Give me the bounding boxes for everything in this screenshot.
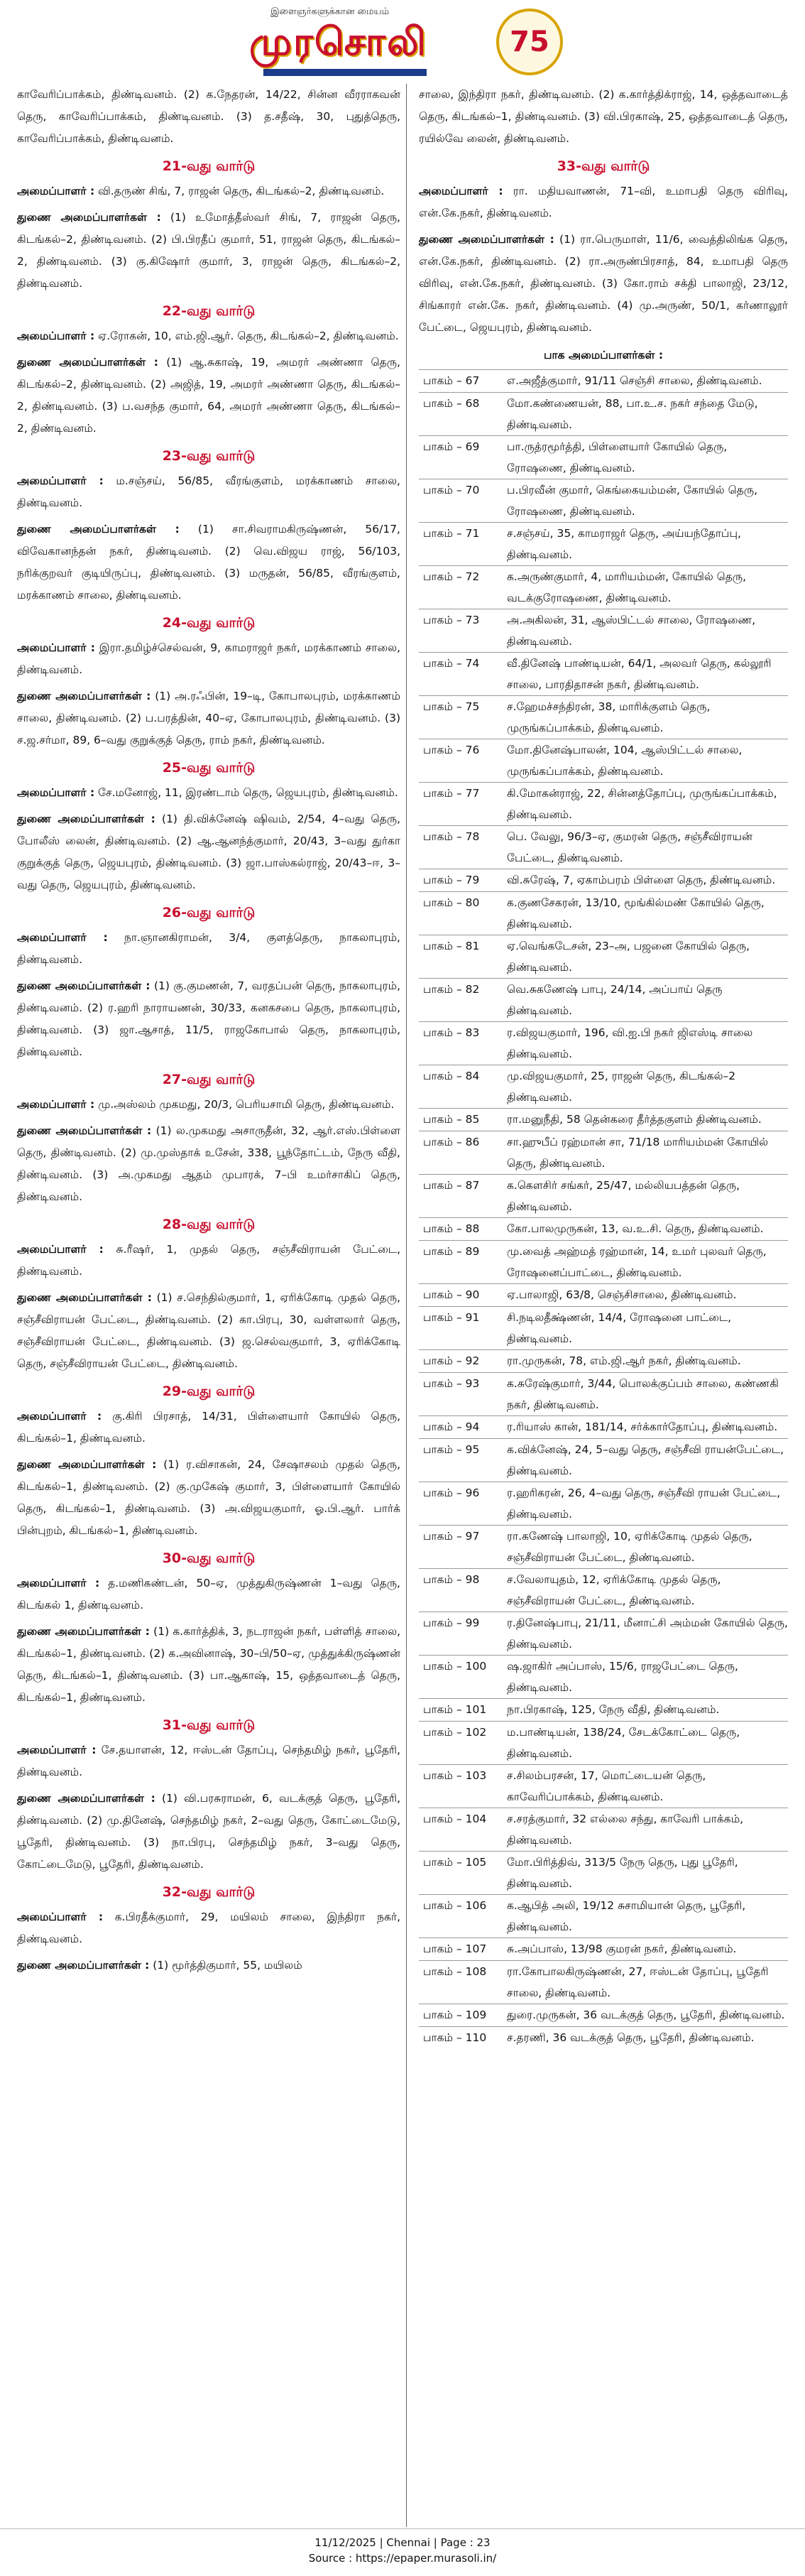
booth-row: [419, 1808, 788, 1851]
organizer-entry: [17, 207, 400, 295]
entry-label: அமைப்பாளர் :: [17, 1744, 97, 1756]
booth-organizer: ரா.முருகன், 78, எம்.ஜி.ஆர் நகர், திண்டிவனம்.: [507, 1354, 741, 1367]
organizer-entry: [17, 325, 400, 347]
ward-heading: 30-வது வார்டு: [162, 1550, 256, 1566]
organizer-entry: [17, 1120, 400, 1208]
booth-organizer: பெ. வேலு, 96/3–ஏ, குமரன் தெரு, சஞ்சீவிராயன் பேட்டை, திண்டிவனம்.: [507, 830, 752, 864]
booth-organizer: ச.ஹேமச்சந்திரன், 38, மாரிக்குளம் தெரு, முருங்கப்பாக்கம், திண்டிவனம்.: [507, 700, 711, 734]
entry-text: ம.சஞ்சய், 56/85, வீரங்குளம், மரக்காணம் சாலை, திண்டிவனம்.: [17, 474, 400, 509]
booth-number: பாகம் – 82: [423, 983, 480, 996]
booth-organizer: ரா.மனுநீதி, 58 தென்கரை தீர்த்தகுளம் திண்டிவனம்.: [507, 1113, 762, 1126]
ward-heading: 24-வது வார்டு: [162, 615, 256, 631]
booth-number: பாகம் – 96: [423, 1487, 480, 1499]
entry-text: (1) ர.விசாகன், 24, சேஷாசலம் முதல் தெரு, கிடங்கல்–1, திண்டிவனம். (2) கு.முகேஷ் குமார், 3, பிள்ளையார் கோயில் தெரு, கிடங்கல்–1, திண்டிவனம். (3) அ.விஜயகுமார், ஓ.பி.ஆர். பார்க் பின்புறம், கிடங்கல்–1, திண்டிவனம்.: [17, 1458, 401, 1537]
booth-organizer: மோ.கண்ணையன், 88, பா.உ.ச. நகர் சந்தை மேடு, திண்டிவனம்.: [507, 397, 758, 431]
booth-number: பாகம் – 71: [423, 527, 480, 540]
footer-date-page: 11/12/2025 | Chennai | Page : 23: [314, 2536, 491, 2549]
booth-row: [419, 1240, 788, 1283]
entry-text: கு.கிரி பிரசாத், 14/31, பிள்ளையார் கோயில் தெரு, கிடங்கல்–1, திண்டிவனம்.: [17, 1410, 400, 1445]
booth-organizer: கோ.பாலமுருகன், 13, வ.உ.சி. தெரு, திண்டிவனம்.: [507, 1222, 764, 1235]
booth-row: [419, 739, 788, 782]
logo-band: [263, 69, 427, 76]
booth-organizer: மு.வைத் அஹ்மத் ரஹ்மான், 14, உமர் புலவர் தெரு, ரோஷனைப்பாட்டை, திண்டிவனம்.: [507, 1245, 767, 1279]
booth-row: [419, 565, 788, 609]
entry-label: துணை அமைப்பாளர்கள் :: [17, 1959, 150, 1972]
booth-number: பாகம் – 99: [423, 1616, 480, 1629]
entry-text: (1) வி.பரசுராமன், 6, வடக்குத் தெரு, பூதேரி, திண்டிவனம். (2) மு.தினேஷ், செந்தமிழ் நகர், 2–வது தெரு, கோட்டைமேடு, பூதேரி, திண்டிவனம். (3) நா.பிரபு, செந்தமிழ் நகர், 3–வது தெரு, கோட்டைமேடு, பூதேரி, திண்டிவனம்.: [17, 1792, 400, 1871]
booth-organizer: க.சுரேஷ்குமார், 3/44, பொலக்குப்பம் சாலை, கண்ணகி நகர், திண்டிவனம்.: [507, 1377, 779, 1411]
booth-organizer: ஏ.பாலாஜி, 63/8, செஞ்சிசாலை, திண்டிவனம்.: [507, 1288, 737, 1301]
ward-heading: 26-வது வார்டு: [162, 905, 256, 920]
ward-heading: 27-வது வார்டு: [162, 1072, 256, 1087]
booth-number: பாகம் – 80: [423, 896, 480, 909]
ward-heading: 28-வது வார்டு: [162, 1217, 256, 1232]
booth-number: பாகம் – 81: [423, 940, 480, 952]
continued-paragraph: காவேரிப்பாக்கம், திண்டிவனம். (2) க.நேதரன், 14/22, சின்ன வீரராகவன் தெரு, காவேரிப்பாக்கம், திண்டிவனம். (3) த.சதீஷ், 30, புதுத்தெரு, காவேரிப்பாக்கம், திண்டிவனம்.: [17, 88, 400, 145]
booth-row: [419, 522, 788, 565]
booth-organizer: ஏ.வெங்கடேசன், 23–அ, பஜனை கோயில் தெரு, திண்டிவனம்.: [507, 940, 750, 974]
entry-label: துணை அமைப்பாளர்கள் :: [419, 233, 554, 246]
entry-label: துணை அமைப்பாளர்கள் :: [17, 1458, 157, 1471]
entry-label: துணை அமைப்பாளர்கள் :: [17, 1291, 152, 1304]
newspaper-name: முரசொலி: [249, 19, 427, 64]
organizer-entry: [17, 1239, 400, 1283]
booth-row: [419, 1131, 788, 1174]
booth-row: [419, 1894, 788, 1938]
entry-text: இரா.தமிழ்ச்செல்வன், 9, காமராஜர் நகர், மரக்காணம் சாலை, திண்டிவனம்.: [17, 641, 400, 676]
booth-organizer: வி.சுரேஷ், 7, ஏகாம்பரம் பிள்ளை தெரு, திண்டிவனம்.: [507, 874, 776, 886]
booth-number: பாகம் – 90: [423, 1288, 480, 1301]
booth-organizer: ர.விஜயகுமார், 196, வி.ஐ.பி நகர் ஜிஎஸ்டி சாலை திண்டிவனம்.: [507, 1026, 753, 1060]
booth-number: பாகம் – 79: [423, 874, 480, 886]
booth-number: பாகம் – 68: [423, 397, 480, 410]
entry-label: அமைப்பாளர் :: [17, 1911, 104, 1923]
booth-number: பாகம் – 102: [423, 1726, 487, 1739]
booth-number: பாகம் – 98: [423, 1573, 480, 1586]
booth-organizer: வீ.தினேஷ் பாண்டியன், 64/1, அலவர் தெரு, கல்லூரி சாலை, பாரதிதாசன் நகர், திண்டிவனம்.: [507, 657, 772, 691]
ward-heading: 29-வது வார்டு: [162, 1384, 256, 1399]
organizer-entry: [17, 470, 400, 514]
booth-row: [419, 1065, 788, 1108]
booth-row: [419, 1174, 788, 1217]
booth-organizer: ச.சிலம்பரசன், 17, மொட்டையன் தெரு, காவேரிப்பாக்கம், திண்டிவனம்.: [507, 1769, 706, 1803]
booth-row: [419, 2004, 788, 2026]
booth-number: பாகம் – 108: [423, 1965, 487, 1978]
entry-label: துணை அமைப்பாளர்கள் :: [17, 211, 161, 224]
booth-row: [419, 1525, 788, 1568]
booth-number: பாகம் – 84: [423, 1070, 480, 1082]
entry-label: துணை அமைப்பாளர்கள் :: [17, 1625, 150, 1638]
booth-number: பாகம் – 75: [423, 700, 480, 713]
entry-label: அமைப்பாளர் :: [17, 641, 95, 654]
booth-organizers-heading: பாக அமைப்பாளர்கள் :: [543, 349, 664, 362]
booth-number: பாகம் – 94: [423, 1420, 480, 1433]
booth-number: பாகம் – 107: [423, 1942, 487, 1955]
ward-heading: 23-வது வார்டு: [162, 448, 256, 464]
booth-number: பாகம் – 105: [423, 1856, 487, 1869]
newspaper-logo: [242, 6, 483, 77]
booth-organizer: சு.அப்பாஸ், 13/98 குமரன் நகர், திண்டிவனம்.: [507, 1942, 737, 1955]
booth-number: பாகம் – 106: [423, 1899, 487, 1912]
booth-organizer: சி.நடிலதீக்ஷ்ணன், 14/4, ரோஷனை பாட்டை, திண்டிவனம்.: [507, 1311, 732, 1345]
entry-text: ஏ.ரோகன், 10, எம்.ஜி.ஆர். தெரு, கிடங்கல்–2, திண்டிவனம்.: [94, 330, 399, 342]
entry-label: அமைப்பாளர் :: [419, 185, 503, 197]
anniversary-emblem: 75: [496, 9, 563, 75]
booth-organizer: எ.அஜீத்குமார், 91/11 செஞ்சி சாலை, திண்டிவனம்.: [507, 374, 762, 387]
booth-organizer: க.விக்னேஷ், 24, 5–வது தெரு, சஞ்சீவி ராயன்பேட்டை, திண்டிவனம்.: [507, 1443, 784, 1477]
entry-label: அமைப்பாளர் :: [17, 185, 95, 197]
booth-number: பாகம் – 87: [423, 1179, 480, 1192]
booth-organizer: ச.சஞ்சய், 35, காமராஜர் தெரு, அய்யந்தோப்பு, திண்டிவனம்.: [507, 527, 741, 561]
organizer-entry: [419, 229, 788, 339]
booth-row: [419, 1698, 788, 1721]
booth-organizer: ஷ.ஜாகிர் அப்பாஸ், 15/6, ராஜபேட்டை தெரு, திண்டிவனம்.: [507, 1660, 738, 1694]
booth-organizer: நா.பிரகாஷ், 125, நேரு வீதி, திண்டிவனம்.: [507, 1703, 720, 1716]
ward-heading: 33-வது வார்டு: [557, 158, 650, 174]
booth-number: பாகம் – 91: [423, 1311, 480, 1324]
organizer-entry: [17, 1788, 400, 1876]
booth-organizer: ச.சரத்குமார், 32 எல்லை சந்து, காவேரி பாக்கம், திண்டிவனம்.: [507, 1813, 744, 1847]
entry-label: துணை அமைப்பாளர்கள் :: [17, 1792, 155, 1805]
booth-number: பாகம் – 83: [423, 1026, 480, 1039]
entry-label: அமைப்பாளர் :: [17, 1410, 102, 1423]
organizer-entry: [17, 518, 400, 607]
booth-organizer: மோ.பிரித்திவ், 313/5 நேரு தெரு, புது பூதேரி, திண்டிவனம்.: [507, 1856, 738, 1890]
booth-row: [419, 435, 788, 479]
booth-row: [419, 1349, 788, 1372]
left-column: [17, 84, 400, 1981]
booth-row: [419, 1306, 788, 1349]
organizer-entry: [17, 1739, 400, 1783]
booth-organizer: சா.ஹுபீப் ரஹ்மான் சா, 71/18 மாரியம்மன் கோயில் தெரு, திண்டிவனம்.: [507, 1136, 769, 1170]
booth-number: பாகம் – 74: [423, 657, 480, 670]
booth-row: [419, 825, 788, 869]
booth-row: [419, 782, 788, 825]
booth-number: பாகம் – 73: [423, 614, 480, 626]
entry-text: ரா. மதியவாணன், 71–வி, உமாபதி தெரு விரிவு, என்.கே.நகர், திண்டிவனம்.: [419, 185, 788, 219]
entry-label: துணை அமைப்பாளர்கள் :: [17, 356, 158, 369]
organizer-entry: [17, 975, 400, 1063]
ward-heading: 32-வது வார்டு: [162, 1884, 256, 1900]
booth-organizer: மோ.தினேஷ்பாலன், 104, ஆஸ்பிட்டல் சாலை, முருங்கப்பாக்கம், திண்டிவனம்.: [507, 744, 743, 778]
booth-number: பாகம் – 69: [423, 440, 480, 453]
booth-number: பாகம் – 77: [423, 787, 480, 800]
ward-heading: 21-வது வார்டு: [162, 158, 256, 174]
footer-source: Source : https://epaper.murasoli.in/: [308, 2552, 497, 2565]
ward-heading: 31-வது வார்டு: [162, 1717, 256, 1733]
organizer-entry: [17, 808, 400, 896]
entry-text: சே.மனோஜ், 11, இரண்டாம் தெரு, ஜெயபுரம், திண்டிவனம்.: [94, 786, 398, 799]
booth-organizer: ச.வேலாயுதம், 12, ஏரிக்கோடி முதல் தெரு, சஞ்சீவிராயன் பேட்டை, திண்டிவனம்.: [507, 1573, 721, 1607]
booth-row: [419, 1438, 788, 1482]
entry-text: (1) க.கார்த்திக், 3, நடராஜன் நகர், பள்ளித் சாலை, கிடங்கல்–1, திண்டிவனம். (2) க.அவினாஷ், 30–பி/50–ஏ, முத்துக்கிருஷ்ணன் தெரு, கிடங்கல்–1, திண்டிவனம். (3) பா.ஆகாஷ், 15, ஒத்தவாடைத் தெரு, கிடங்கல்–1, திண்டிவனம்.: [17, 1625, 401, 1704]
booth-row: [419, 1764, 788, 1808]
booth-organizer: க.அருண்குமார், 4, மாரியம்மன், கோயில் தெரு, வடக்குரோஷணை, திண்டிவனம்.: [507, 570, 747, 604]
booth-row: [419, 652, 788, 695]
booth-row: [419, 1021, 788, 1065]
booth-row: [419, 479, 788, 522]
booth-organizer: ச.தரணி, 36 வடக்குத் தெரு, பூதேரி, திண்டிவனம்.: [507, 2031, 755, 2044]
organizer-entry: [419, 180, 788, 224]
entry-label: துணை அமைப்பாளர்கள் :: [17, 813, 155, 825]
organizer-entry: [17, 1906, 400, 1950]
entry-text: (1) ரா.பெருமாள், 11/6, வைத்திலிங்க தெரு, என்.கே.நகர், திண்டிவனம். (2) ரா.அருண்பிரசாத், 84, உமாபதி தெரு விரிவு, என்.கே.நகர், திண்டிவனம். (3) கோ.ராம் சக்தி பாலாஜி, 23/12, சிங்காரர் என்.கே. நகர், திண்டிவனம். (4) மு.அருண், 50/1, கர்ணாலூர் பேட்டை, ஜெயபுரம், திண்டிவனம்.: [419, 233, 788, 334]
entry-text: (1) கு.குமணன், 7, வரதப்பன் தெரு, நாகலாபுரம், திண்டிவனம். (2) ர.ஹரி நாராயணன், 30/33, கனகசபை தெரு, நாகலாபுரம், திண்டிவனம். (3) ஜா.ஆசாத், 11/5, ராஜகோபால் தெரு, நாகலாபுரம், திண்டிவனம்.: [17, 979, 401, 1058]
booth-row: [419, 1283, 788, 1306]
booth-organizer: கி.மோகன்ராஜ், 22, சின்னத்தோப்பு, முருங்கப்பாக்கம், திண்டிவனம்.: [507, 787, 777, 821]
entry-text: (1) அ.ரஃபின், 19–டி, கோபாலபுரம், மரக்காணம் சாலை, திண்டிவனம். (2) ப.பரத்தின், 40–ஏ, கோபாலபுரம், திண்டிவனம். (3) ச.ஜ.சர்மா, 89, 6–வது குறுக்குத் தெரு, ராம் நகர், திண்டிவனம்.: [17, 690, 400, 746]
booth-organizer: க.ஆபித் அலி, 19/12 சுசாமியான் தெரு, பூதேரி, திண்டிவனம்.: [507, 1899, 746, 1933]
booth-organizer: பா.ருத்ரமூர்த்தி, பிள்ளையார் கோயில் தெரு, ரோஷணை, திண்டிவனம்.: [507, 440, 728, 474]
booth-row: [419, 1612, 788, 1655]
entry-text: மு.அஸ்லம் முகமது, 20/3, பெரியசாமி தெரு, திண்டிவனம்.: [94, 1098, 395, 1111]
entry-label: துணை அமைப்பாளர்கள் :: [17, 523, 180, 536]
booth-row: [419, 1568, 788, 1612]
booth-row: [419, 1217, 788, 1240]
entry-label: அமைப்பாளர் :: [17, 786, 95, 799]
booth-organizer: ரா.கணேஷ் பாலாஜி, 10, ஏரிக்கோடி முதல் தெரு, சஞ்சீவிராயன் பேட்டை, திண்டிவனம்.: [507, 1530, 752, 1564]
organizer-entry: [17, 782, 400, 804]
booth-row: [419, 1415, 788, 1438]
masthead-tagline: இளைஞர்களுக்கான மையம்: [270, 6, 390, 17]
entry-text: சே.தயாளன், 12, ஈஸ்டன் தோப்பு, செந்தமிழ் நகர், பூதேரி, திண்டிவனம்.: [17, 1744, 400, 1778]
booth-number: பாகம் – 103: [423, 1769, 487, 1782]
booth-row: [419, 1960, 788, 2004]
booth-row: [419, 2026, 788, 2049]
booth-number: பாகம் – 78: [423, 830, 480, 843]
right-column: [419, 84, 788, 2049]
booth-number: பாகம் – 85: [423, 1113, 480, 1126]
continued-paragraph: சாலை, இந்திரா நகர், திண்டிவனம். (2) க.கார்த்திக்ராஜ், 14, ஒத்தவாடைத் தெரு, கிடங்கல்–1, திண்டிவனம். (3) வி.பிரகாஷ், 25, ஒத்தவாடைத் தெரு, ரயில்வே லைன், திண்டிவனம்.: [419, 88, 788, 145]
booth-number: பாகம் – 92: [423, 1354, 480, 1367]
booth-row: [419, 609, 788, 652]
booth-number: பாகம் – 104: [423, 1813, 487, 1825]
booth-organizer: ரா.கோபாலகிருஷ்ணன், 27, ஈஸ்டன் தோப்பு, பூதேரி சாலை, திண்டிவனம்.: [507, 1965, 769, 1999]
entry-text: (1) சா.சிவராமகிருஷ்ணன், 56/17, விவேகானந்தன் நகர், திண்டிவனம். (2) வெ.விஜய ராஜ், 56/103, நரிக்குறவர் குடியிருப்பு, திண்டிவனம். (3) மருதன், 56/85, வீரங்குளம், மரக்காணம் சாலை, திண்டிவனம்.: [17, 523, 400, 602]
booth-organizer: ர.ஹரிகரன், 26, 4–வது தெரு, சஞ்சீவி ராயன் பேட்டை, திண்டிவனம்.: [507, 1487, 781, 1521]
entry-text: (1) தி.விக்னேஷ் ஷிவம், 2/54, 4–வது தெரு, போலீஸ் லைன், திண்டிவனம். (2) ஆ.ஆனந்த்குமார், 20/43, 3–வது துர்கா குறுக்குத் தெரு, ஜெயபுரம், திண்டிவனம். (3) ஜா.பாஸ்கல்ராஜ், 20/43–ஈ, 3–வது தெரு, ஜெயபுரம், திண்டிவனம்.: [17, 813, 400, 891]
booth-organizer: மு.விஜயகுமார், 25, ராஜன் தெரு, கிடங்கல்–2 திண்டிவனம்.: [507, 1070, 736, 1104]
booth-organizer: ம.பாண்டியன், 138/24, சேடக்கோட்டை தெரு, திண்டிவனம்.: [507, 1726, 740, 1760]
organizer-entry: [17, 637, 400, 681]
entry-text: நா.ஞானகிராமன், 3/4, குளத்தெரு, நாகலாபுரம், திண்டிவனம்.: [17, 931, 400, 966]
organizer-entry: [17, 1955, 400, 1977]
booth-row: [419, 1938, 788, 1960]
booth-organizer: ர.ரியாஸ் கான், 181/14, சர்க்கார்தோப்பு, திண்டிவனம்.: [507, 1420, 778, 1433]
booth-row: [419, 1851, 788, 1894]
entry-label: துணை அமைப்பாளர்கள் :: [17, 690, 151, 702]
booth-number: பாகம் – 97: [423, 1530, 480, 1543]
organizer-entry: [17, 1287, 400, 1375]
organizer-entry: [17, 180, 400, 202]
entry-label: அமைப்பாளர் :: [17, 1243, 104, 1256]
booth-number: பாகம் – 101: [423, 1703, 487, 1716]
organizer-entry: [17, 927, 400, 971]
booth-row: [419, 1721, 788, 1764]
organizer-entry: [17, 685, 400, 751]
page-footer: [0, 2528, 805, 2566]
entry-label: அமைப்பாளர் :: [17, 1577, 100, 1589]
booth-number: பாகம் – 86: [423, 1136, 480, 1148]
booth-number: பாகம் – 70: [423, 484, 480, 496]
booth-row: [419, 1372, 788, 1415]
booth-number: பாகம் – 110: [423, 2031, 487, 2044]
organizer-entry: [17, 1454, 400, 1542]
booth-organizer: அ.அகிலன், 31, ஆஸ்பிட்டல் சாலை, ரோஷணை, திண்டிவனம்.: [507, 614, 756, 648]
entry-label: அமைப்பாளர் :: [17, 931, 108, 944]
booth-row: [419, 1482, 788, 1525]
booth-row: [419, 935, 788, 978]
organizer-entry: [17, 1094, 400, 1116]
booth-number: பாகம் – 100: [423, 1660, 487, 1673]
organizer-entry: [17, 352, 400, 440]
entry-text: (1) ச.செந்தில்குமார், 1, ஏரிக்கோடி முதல் தெரு, சஞ்சீவிராயன் பேட்டை, திண்டிவனம். (2) கா.பிரபு, 30, வள்ளலார் தெரு, சஞ்சீவிராயன் பேட்டை, திண்டிவனம். (3) ஜ.செல்வகுமார், 3, ஏரிக்கோடி தெரு, சஞ்சீவிராயன் பேட்டை, திண்டிவனம்.: [17, 1291, 400, 1370]
entry-label: அமைப்பாளர் :: [17, 330, 95, 342]
booth-row: [419, 978, 788, 1021]
booth-number: பாகம் – 95: [423, 1443, 480, 1456]
entry-text: (1) மூர்த்திகுமார், 55, மயிலம்: [149, 1959, 302, 1972]
entry-text: சு.ரீஷர், 1, முதல் தெரு, சஞ்சீவிராயன் பேட்டை, திண்டிவனம்.: [17, 1243, 400, 1278]
booth-organizer: வெ.சுகணேஷ் பாபு, 24/14, அப்பாய் தெரு திண்டிவனம்.: [507, 983, 723, 1017]
booth-organizer: ப.பிரவீன் குமார், கெங்கையம்மன், கோயில் தெரு, ரோஷணை, திண்டிவனம்.: [507, 484, 758, 518]
booth-row: [419, 1108, 788, 1131]
entry-text: க.பிரதீக்குமார், 29, மயிலம் சாலை, இந்திரா நகர், திண்டிவனம்.: [17, 1911, 400, 1945]
booth-number: பாகம் – 109: [423, 2009, 487, 2021]
booth-number: பாகம் – 76: [423, 744, 480, 756]
masthead: [0, 0, 805, 84]
organizer-entry: [17, 1406, 400, 1450]
booth-row: [419, 392, 788, 435]
booth-number: பாகம் – 88: [423, 1222, 480, 1235]
entry-text: (1) ல.முகமது அசாருதீன், 32, ஆர்.எஸ்.பிள்ளை தெரு, திண்டிவனம். (2) மு.முஸ்தாக் உசேன், 338, பூந்தோட்டம், நேரு வீதி, திண்டிவனம். (3) அ.முகமது ஆதம் முபாரக், 7–பி உமர்சாகிப் தெரு, திண்டிவனம்.: [17, 1124, 400, 1203]
ward-heading: 25-வது வார்டு: [162, 760, 256, 776]
entry-label: துணை அமைப்பாளர்கள் :: [17, 1124, 152, 1137]
booth-organizer: துரை.முருகன், 36 வடக்குத் தெரு, பூதேரி, திண்டிவனம்.: [507, 2009, 785, 2021]
entry-label: துணை அமைப்பாளர்கள் :: [17, 979, 150, 992]
booth-row: [419, 891, 788, 935]
booth-row: [419, 695, 788, 739]
organizer-entry: [17, 1572, 400, 1616]
booth-organizer: க.கௌசிர் சங்கர், 25/47, மல்லியபத்தன் தெரு, திண்டிவனம்.: [507, 1179, 740, 1213]
entry-text: (1) ஆ.சுகாஷ், 19, அமரர் அண்ணா தெரு, கிடங்கல்–2, திண்டிவனம். (2) அஜித், 19, அமரர் அண்ணா தெரு, கிடங்கல்–2, திண்டிவனம். (3) ப.வசந்த குமார், 64, அமரர் அண்ணா தெரு, கிடங்கல்–2, திண்டிவனம்.: [17, 356, 401, 435]
entry-text: வி.தருண் சிங், 7, ராஜன் தெரு, கிடங்கல்–2, திண்டிவனம்.: [94, 185, 385, 197]
booth-row: [419, 869, 788, 891]
organizer-entry: [17, 1621, 400, 1709]
booth-number: பாகம் – 72: [423, 570, 480, 583]
entry-text: (1) உமோத்தீஸ்வர் சிங், 7, ராஜன் தெரு, கிடங்கல்–2, திண்டிவனம். (2) பி.பிரதீப் குமார், 51, ராஜன் தெரு, கிடங்கல்–2, திண்டிவனம். (3) கு.கிஷோர் குமார், 3, ராஜன் தெரு, கிடங்கல்–2, திண்டிவனம்.: [17, 211, 400, 290]
entry-label: அமைப்பாளர் :: [17, 474, 104, 487]
booth-organizer: ர.தினேஷ்பாபு, 21/11, மீனாட்சி அம்மன் கோயில் தெரு, திண்டிவனம்.: [507, 1616, 788, 1651]
ward-heading: 22-வது வார்டு: [162, 303, 256, 319]
booth-number: பாகம் – 67: [423, 374, 480, 387]
booth-organizer: க.குணசேகரன், 13/10, மூங்கில்மண் கோயில் தெரு, திண்டிவனம்.: [507, 896, 765, 930]
entry-text: த.மணிகண்டன், 50–ஏ, முத்துகிருஷ்ணன் 1–வது தெரு, கிடங்கல் 1, திண்டிவனம்.: [17, 1577, 400, 1612]
booth-row: [419, 369, 788, 392]
booth-row: [419, 1655, 788, 1698]
booth-number: பாகம் – 93: [423, 1377, 480, 1390]
booth-number: பாகம் – 89: [423, 1245, 480, 1258]
entry-label: அமைப்பாளர் :: [17, 1098, 95, 1111]
